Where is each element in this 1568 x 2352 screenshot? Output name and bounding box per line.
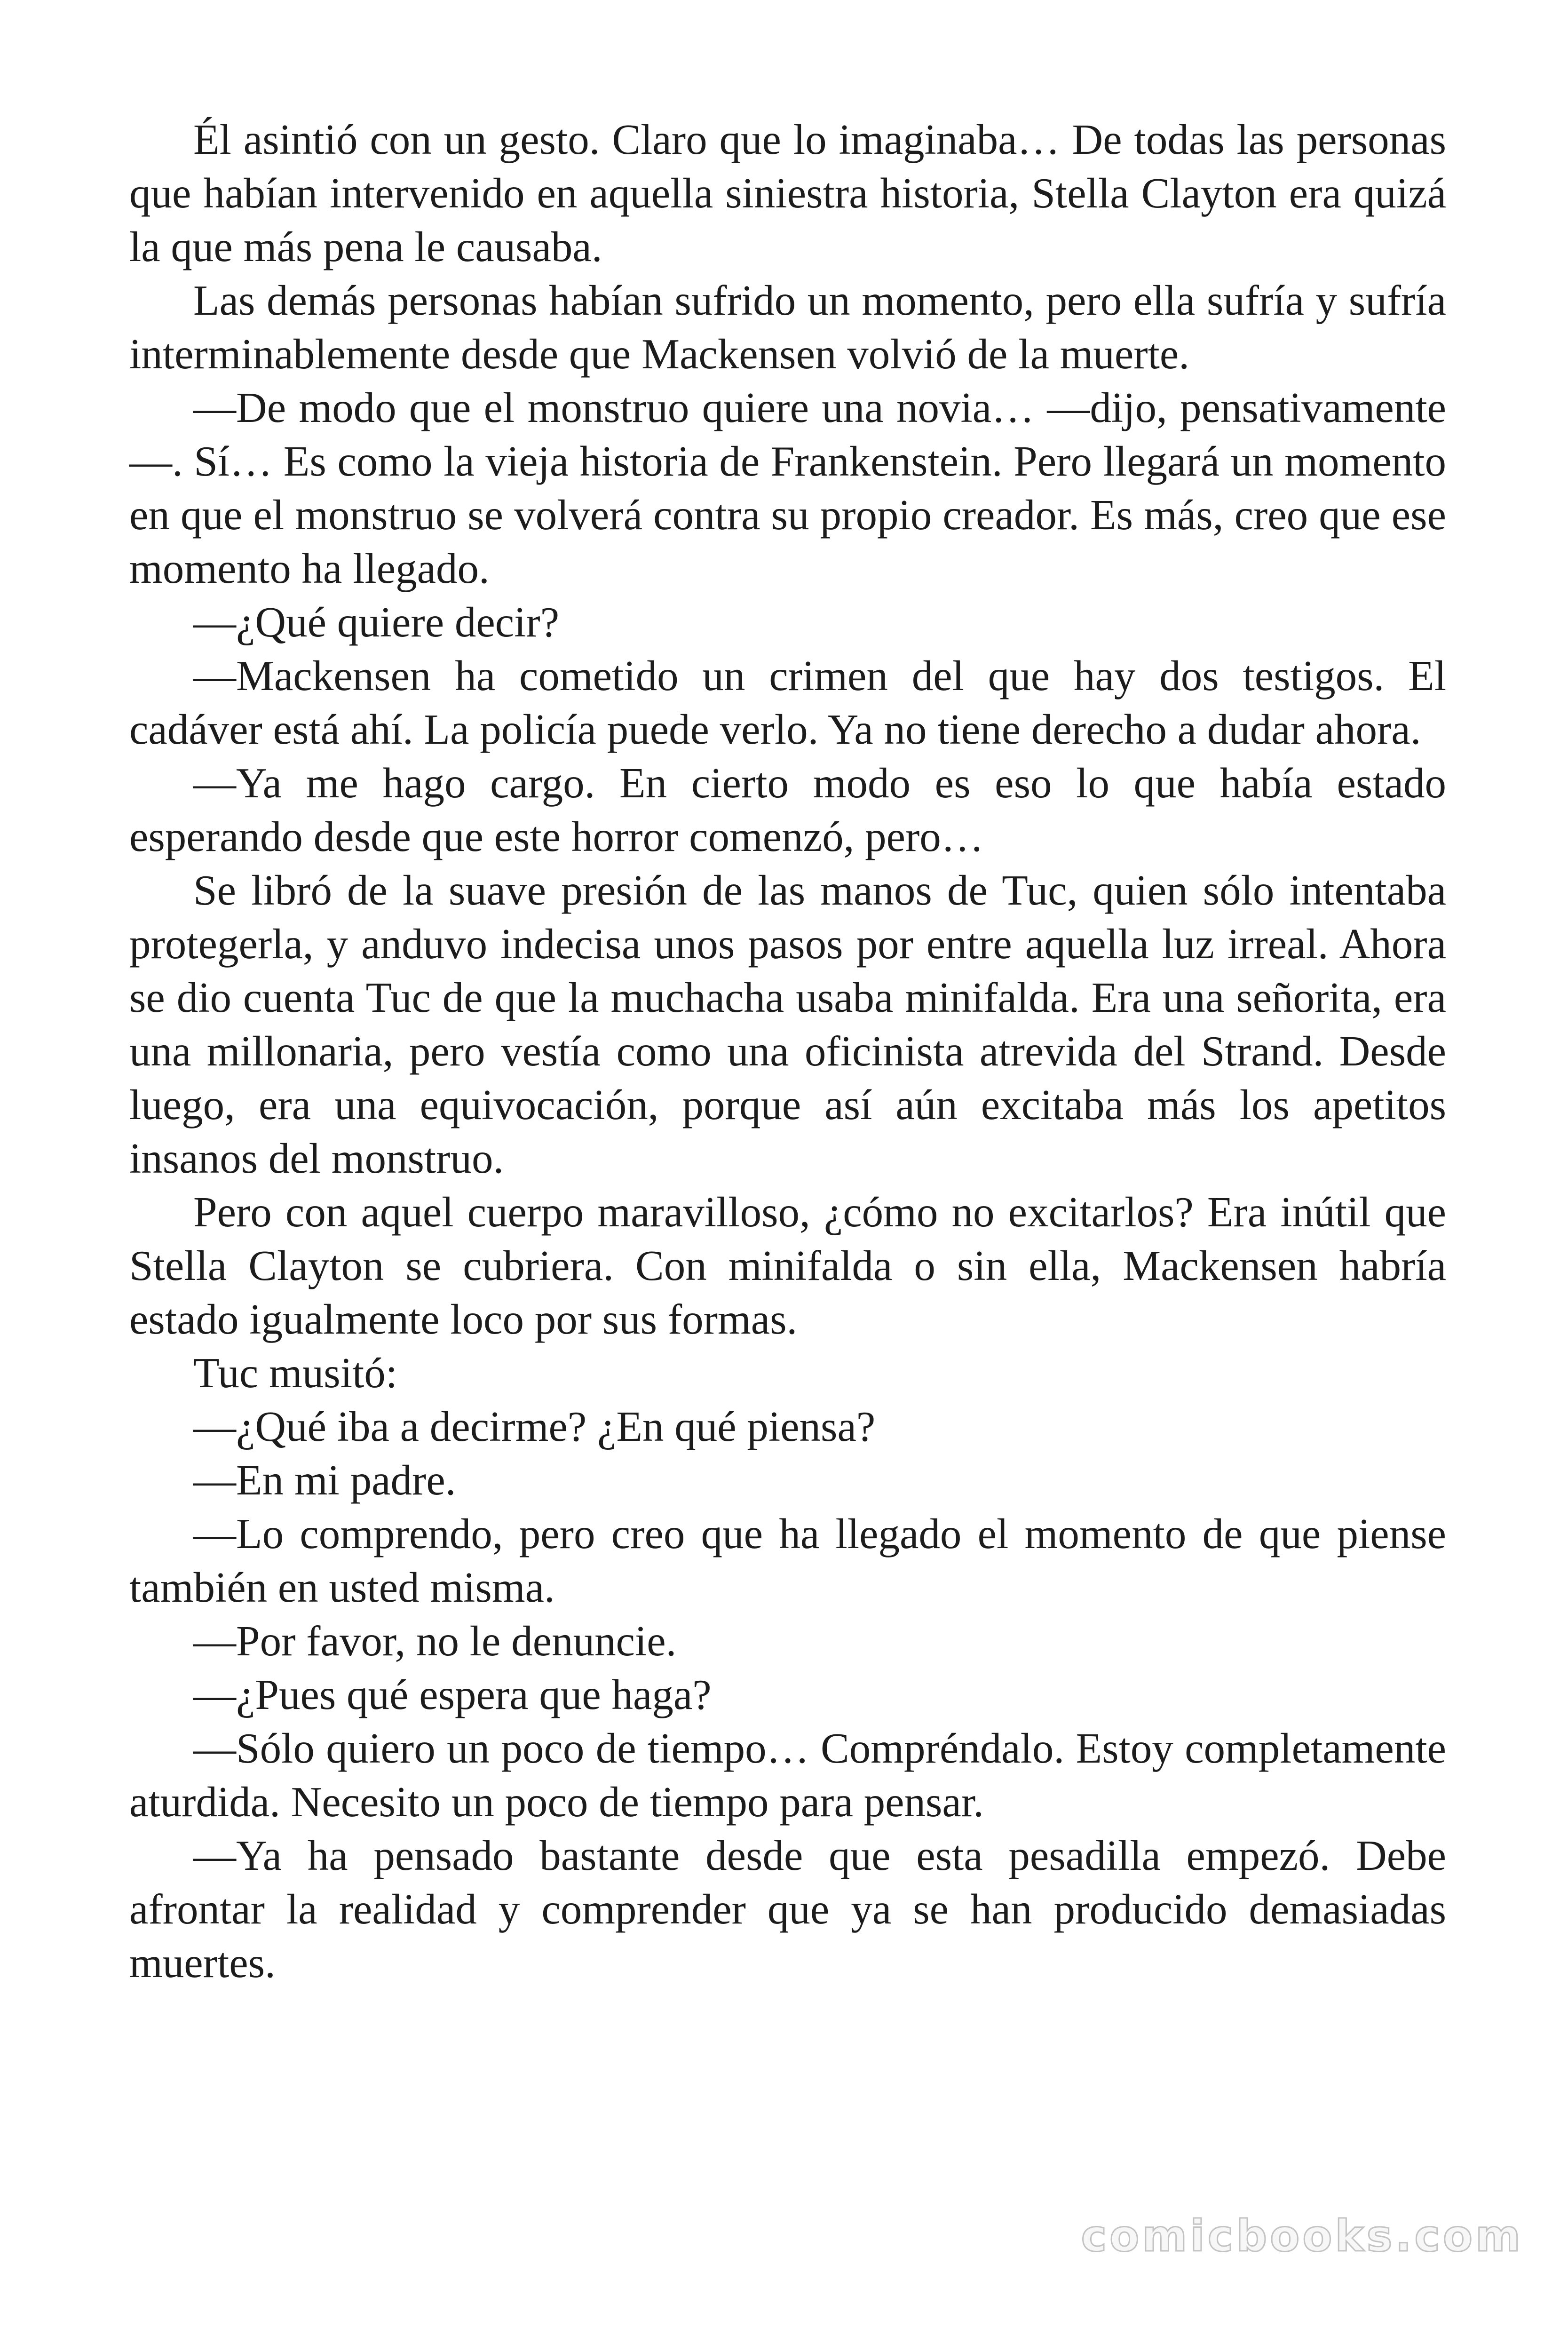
paragraph: Las demás personas habían sufrido un momento, pero ella sufría y sufría interminablemente desde que Mackensen volvió de la muerte. bbox=[129, 277, 1446, 378]
paragraph: Pero con aquel cuerpo maravilloso, ¿cómo no excitarlos? Era inútil que Stella Clayton se cubriera. Con minifalda o sin ella, Mackensen habría estado igualmente loco por sus formas. bbox=[129, 1188, 1446, 1343]
paragraph: —¿Qué iba a decirme? ¿En qué piensa? bbox=[193, 1403, 876, 1450]
paragraph: Se libró de la suave presión de las manos de Tuc, quien sólo intentaba protegerla, y anduvo indecisa unos pasos por entre aquella luz irreal. Ahora se dio cuenta Tuc de que la muchacha usaba minifalda. Era una señorita, era una millonaria, pero vestía como una oficinista atrevida del Strand. Desde luego, era una equivocación, porque así aún excitaba más los apetitos insanos del monstruo. bbox=[129, 866, 1446, 1182]
paragraph: —Lo comprendo, pero creo que ha llegado el momento de que piense también en usted misma. bbox=[129, 1510, 1446, 1611]
paragraph: —Mackensen ha cometido un crimen del que hay dos testigos. El cadáver está ahí. La policía puede verlo. Ya no tiene derecho a dudar ahora. bbox=[129, 652, 1446, 753]
paragraph: —Por favor, no le denuncie. bbox=[193, 1617, 677, 1665]
paragraph: —Ya ha pensado bastante desde que esta pesadilla empezó. Debe afrontar la realidad y comprender que ya se han producido demasiadas muertes. bbox=[129, 1832, 1446, 1986]
paragraph: Tuc musitó: bbox=[193, 1349, 398, 1397]
paragraph: —¿Pues qué espera que haga? bbox=[193, 1671, 712, 1718]
paragraph: —Ya me hago cargo. En cierto modo es eso lo que había estado esperando desde que este horror comenzó, pero… bbox=[129, 759, 1446, 860]
paragraph: —De modo que el monstruo quiere una novia… —dijo, pensativamente—. Sí… Es como la vieja historia de Frankenstein. Pero llegará un momento en que el monstruo se volverá contra su propio creador. Es más, creo que ese momento ha llegado. bbox=[129, 384, 1446, 592]
paragraph: —En mi padre. bbox=[193, 1456, 456, 1504]
page-text bbox=[129, 113, 1446, 1990]
paragraph: —¿Qué quiere decir? bbox=[193, 598, 560, 646]
paragraph: —Sólo quiero un poco de tiempo… Compréndalo. Estoy completamente aturdida. Necesito un poco de tiempo para pensar. bbox=[129, 1724, 1446, 1826]
paragraph: Él asintió con un gesto. Claro que lo imaginaba… De todas las personas que habían intervenido en aquella siniestra historia, Stella Clayton era quizá la que más pena le causaba. bbox=[129, 116, 1446, 270]
watermark: comicbooks.com bbox=[1081, 2211, 1523, 2261]
